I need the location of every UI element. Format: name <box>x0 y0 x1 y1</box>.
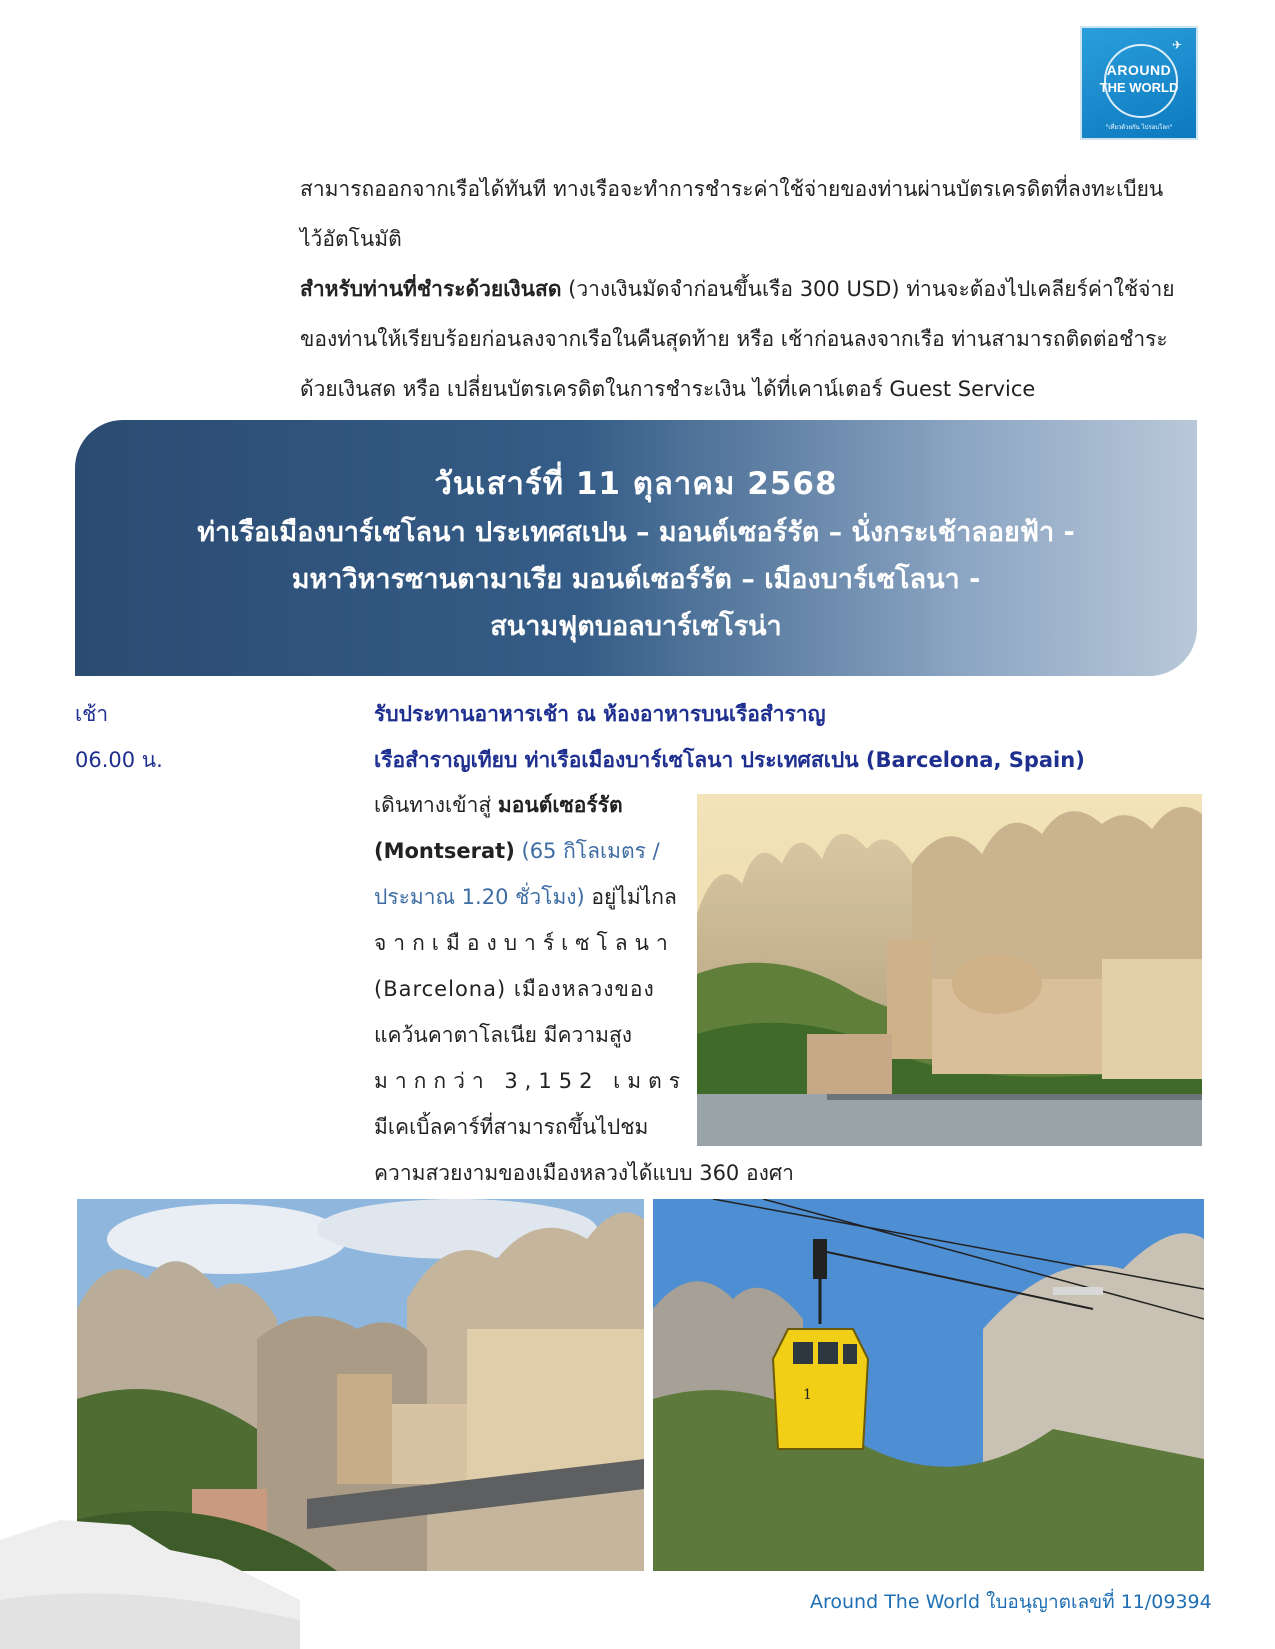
route-line-1: ท่าเรือเมืองบาร์เซโลนา ประเทศสเปน – มอนต์เซอร์รัต – นั่งกระเช้าลอยฟ้า - <box>197 517 1075 548</box>
payment-line-3 <box>300 264 1200 314</box>
montserrat-duration: ประมาณ 1.20 ชั่วโมง) <box>374 885 585 909</box>
montserrat-line-5: (Barcelona) เมืองหลวงของ <box>374 977 655 1001</box>
day-date: วันเสาร์ที่ 11 ตุลาคม 2568 <box>434 466 838 502</box>
montserrat-line-3 <box>374 874 677 920</box>
schedule-activity-1: รับประทานอาหารเช้า ณ ห้องอาหารบนเรือสำราญ <box>374 702 826 726</box>
montserrat-distance: (65 กิโลเมตร / <box>514 839 660 863</box>
montserrat-line-2 <box>374 828 660 874</box>
company-logo <box>1080 26 1198 140</box>
payment-line-5: ด้วยเงินสด หรือ เปลี่ยนบัตรเครดิตในการชำระเงิน ได้ที่เคาน์เตอร์ Guest Service <box>300 377 1036 401</box>
logo-line-2: THE WORLD <box>1099 80 1179 95</box>
montserrat-intro: เดินทางเข้าสู่ <box>374 793 498 817</box>
logo-line-1: AROUND <box>1106 62 1172 78</box>
montserrat-line-8: มีเคเบิ้ลคาร์ที่สามารถขึ้นไปชม <box>374 1115 649 1139</box>
cash-detail: (วางเงินมัดจำก่อนขึ้นเรือ 300 USD) ท่านจะต้องไปเคลียร์ค่าใช้จ่าย <box>561 277 1175 301</box>
logo-tagline: "เที่ยวด้วยกัน ไปรอบโลก" <box>1105 124 1173 131</box>
cable-car-number: 1 <box>803 1387 812 1403</box>
airplane-icon: ✈ <box>1171 38 1182 52</box>
schedule-activity-2: เรือสำราญเทียบ ท่าเรือเมืองบาร์เซโลนา ประเทศสเปน (Barcelona, Spain) <box>374 748 1085 772</box>
montserrat-line-4: จากเมืองบาร์เซโลนา <box>374 931 675 955</box>
payment-line-4: ของท่านให้เรียบร้อยก่อนลงจากเรือในคืนสุดท้าย หรือ เช้าก่อนลงจากเรือ ท่านสามารถติดต่อชำระ <box>300 327 1168 351</box>
schedule-time-2: 06.00 น. <box>75 748 163 772</box>
payment-line-1: สามารถออกจากเรือได้ทันที ทางเรือจะทำการชำระค่าใช้จ่ายของท่านผ่านบัตรเครดิตที่ลงทะเบียน <box>300 177 1164 201</box>
footer-license-label: ใบอนุญาตเลขที่ <box>980 1591 1121 1613</box>
schedule-time-1: เช้า <box>75 702 109 726</box>
montserrat-line-1 <box>374 782 623 828</box>
route-line-2: มหาวิหารซานตามาเรีย มอนต์เซอร์รัต – เมืองบาร์เซโลนา - <box>291 564 981 595</box>
footer-license-number: 11/09394 <box>1120 1591 1212 1613</box>
cruise-ship-watermark <box>0 1480 300 1649</box>
montserrat-near: อยู่ไม่ไกล <box>584 885 677 909</box>
cash-heading: สำหรับท่านที่ชำระด้วยเงินสด <box>300 277 562 301</box>
montserrat-line-6: แคว้นคาตาโลเนีย มีความสูง <box>374 1023 633 1047</box>
montserrat-line-7: มากกว่า 3,152 เมตร <box>374 1069 688 1093</box>
route-line-3: สนามฟุตบอลบาร์เซโรน่า <box>490 611 782 642</box>
payment-line-2: ไว้อัตโนมัติ <box>300 227 402 251</box>
montserrat-line-9: ความสวยงามของเมืองหลวงได้แบบ 360 องศา <box>374 1161 794 1185</box>
montserrat-name: มอนต์เซอร์รัต <box>497 793 623 817</box>
montserrat-english: (Montserat) <box>374 839 515 863</box>
cable-car-photo <box>653 1199 1204 1571</box>
day-banner <box>75 420 1197 676</box>
footer <box>810 1587 1212 1617</box>
montserrat-monastery-photo <box>697 794 1202 1146</box>
footer-brand: Around The World <box>810 1591 981 1613</box>
